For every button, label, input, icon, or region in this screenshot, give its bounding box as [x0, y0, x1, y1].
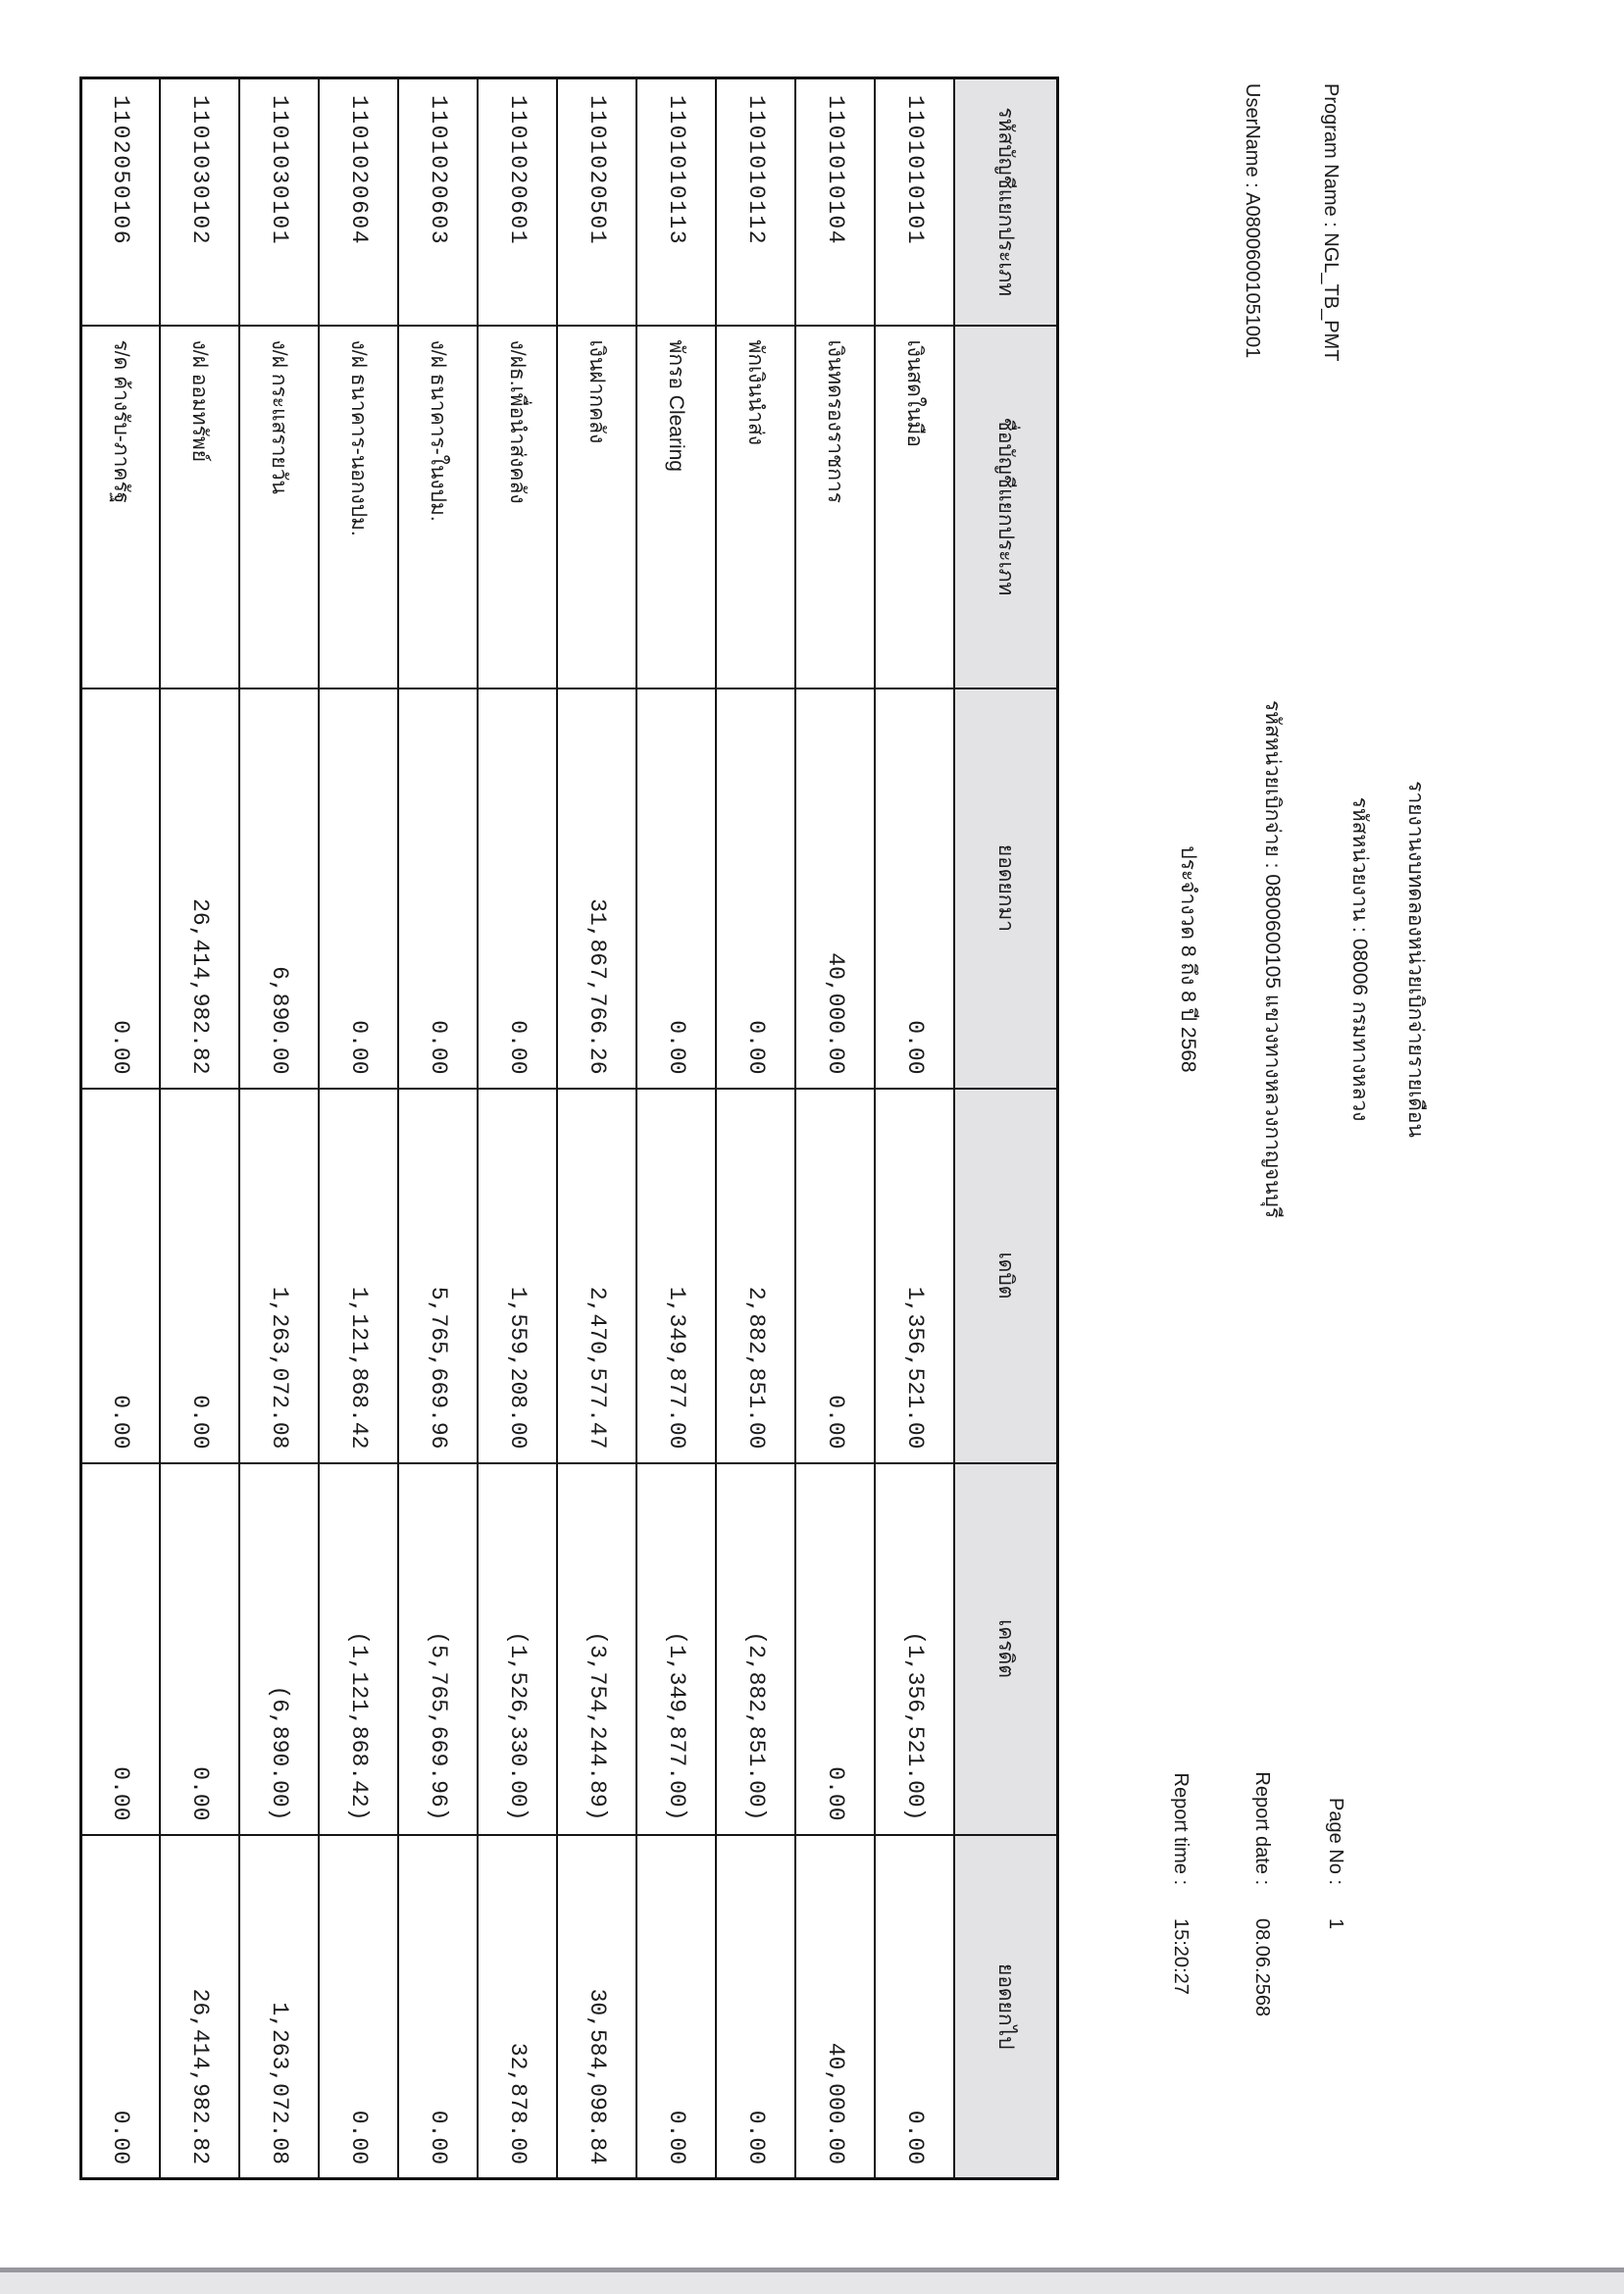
- col-header-debit: เดบิต: [955, 1089, 1058, 1463]
- cell-account-code: 1101020501: [558, 78, 637, 326]
- cell-debit: 0.00: [796, 1089, 876, 1463]
- report-time-label: Report time :: [1170, 1772, 1192, 1885]
- table-row: [558, 78, 637, 2179]
- report-date-value: 08.06.2568: [1251, 1918, 1273, 2017]
- table-row: [320, 78, 399, 2179]
- program-name-line: [1319, 83, 1342, 361]
- cell-account-name: ง/ฝ ธนาคาร-นอกงปม.: [320, 326, 399, 688]
- agency-code-line: รหัสหน่วยงาน : 08006 กรมทางหลวง: [1348, 796, 1371, 1122]
- col-header-closing-balance: ยอดยกไป: [955, 1835, 1058, 2179]
- cell-account-name: พักรอ Clearing: [637, 326, 717, 688]
- cell-closing-balance: 0.00: [81, 1835, 161, 2179]
- cell-debit: 0.00: [161, 1089, 240, 1463]
- col-header-account-name: ชื่อบัญชีแยกประเภท: [955, 326, 1058, 688]
- cell-opening-balance: 0.00: [81, 688, 161, 1089]
- report-title: รายงานงบทดลองหน่วยเบิกจ่ายรายเดือน: [1404, 781, 1427, 1138]
- cell-closing-balance: 0.00: [876, 1835, 955, 2179]
- cell-account-name: เงินทดรองราชการ: [796, 326, 876, 688]
- cell-opening-balance: 0.00: [479, 688, 558, 1089]
- cell-opening-balance: 6,890.00: [240, 688, 320, 1089]
- table-row: [161, 78, 240, 2179]
- cell-debit: 1,263,072.08: [240, 1089, 320, 1463]
- cell-closing-balance: 0.00: [717, 1835, 796, 2179]
- report-time-value: 15:20:27: [1170, 1918, 1192, 1995]
- cell-closing-balance: 40,000.00: [796, 1835, 876, 2179]
- cell-credit: (1,356,521.00): [876, 1463, 955, 1835]
- cell-closing-balance: 26,414,982.82: [161, 1835, 240, 2179]
- cell-debit: 5,765,669.96: [399, 1089, 479, 1463]
- cell-opening-balance: 0.00: [637, 688, 717, 1089]
- cell-account-code: 1101030101: [240, 78, 320, 326]
- program-name-value: NGL_TB_PMT: [1320, 232, 1342, 362]
- period-line: ประจำงวด 8 ถึง 8 ปี 2568: [1177, 845, 1199, 1073]
- cell-account-name: ง/ฝ กระแสรายวัน: [240, 326, 320, 688]
- cell-account-name: เงินฝากคลัง: [558, 326, 637, 688]
- table-body: [81, 78, 955, 2179]
- cell-opening-balance: 0.00: [876, 688, 955, 1089]
- scanner-bed-margin: [0, 2272, 1624, 2294]
- table-row: [81, 78, 161, 2179]
- cell-account-code: 1101020604: [320, 78, 399, 326]
- table-row: [399, 78, 479, 2179]
- col-header-opening-balance: ยอดยกมา: [955, 688, 1058, 1089]
- cell-credit: (2,882,851.00): [717, 1463, 796, 1835]
- page-no-value: 1: [1325, 1918, 1346, 1930]
- cell-credit: (3,754,244.89): [558, 1463, 637, 1835]
- cell-account-code: 1101010113: [637, 78, 717, 326]
- table-row: [796, 78, 876, 2179]
- cell-debit: 2,470,577.47: [558, 1089, 637, 1463]
- cell-debit: 1,559,208.00: [479, 1089, 558, 1463]
- cell-opening-balance: 26,414,982.82: [161, 688, 240, 1089]
- cell-account-name: ง/ฝ ธนาคาร-ในงปม.: [399, 326, 479, 688]
- cell-account-code: 1101020603: [399, 78, 479, 326]
- cell-closing-balance: 0.00: [637, 1835, 717, 2179]
- table-row: [240, 78, 320, 2179]
- table-header-row: [955, 78, 1058, 2179]
- username-value: A08006001051001: [1242, 192, 1263, 359]
- cell-debit: 1,121,868.42: [320, 1089, 399, 1463]
- cell-closing-balance: 32,878.00: [479, 1835, 558, 2179]
- cell-closing-balance: 0.00: [320, 1835, 399, 2179]
- cell-account-code: 1102050106: [81, 78, 161, 326]
- col-header-account-code: รหัสบัญชีแยกประเภท: [955, 78, 1058, 326]
- cell-account-name: เงินสดในมือ: [876, 326, 955, 688]
- disbursement-unit-line: รหัสหน่วยเบิกจ่าย : 0800600105 แขวงทางหลวงกาญจนบุรี: [1261, 699, 1284, 1219]
- table-row: [717, 78, 796, 2179]
- cell-debit: 2,882,851.00: [717, 1089, 796, 1463]
- cell-credit: (1,526,330.00): [479, 1463, 558, 1835]
- table-row: [637, 78, 717, 2179]
- col-header-credit: เครดิต: [955, 1463, 1058, 1835]
- cell-credit: 0.00: [81, 1463, 161, 1835]
- cell-credit: (6,890.00): [240, 1463, 320, 1835]
- cell-credit: 0.00: [796, 1463, 876, 1835]
- cell-opening-balance: 0.00: [320, 688, 399, 1089]
- cell-account-code: 1101030102: [161, 78, 240, 326]
- cell-account-name: ง/ฝ ออมทรัพย์: [161, 326, 240, 688]
- program-name-label: Program Name :: [1320, 83, 1342, 228]
- table-row: [876, 78, 955, 2179]
- cell-debit: 1,356,521.00: [876, 1089, 955, 1463]
- cell-account-code: 1101010104: [796, 78, 876, 326]
- table-row: [479, 78, 558, 2179]
- cell-opening-balance: 40,000.00: [796, 688, 876, 1089]
- cell-closing-balance: 30,584,098.84: [558, 1835, 637, 2179]
- cell-account-name: ร/ด ค้างรับ-ภาครัฐ: [81, 326, 161, 688]
- cell-opening-balance: 0.00: [717, 688, 796, 1089]
- cell-closing-balance: 0.00: [399, 1835, 479, 2179]
- cell-credit: (1,121,868.42): [320, 1463, 399, 1835]
- report-date-label: Report date :: [1251, 1771, 1273, 1885]
- cell-account-code: 1101020601: [479, 78, 558, 326]
- cell-opening-balance: 31,867,766.26: [558, 688, 637, 1089]
- cell-opening-balance: 0.00: [399, 688, 479, 1089]
- cell-credit: 0.00: [161, 1463, 240, 1835]
- cell-closing-balance: 1,263,072.08: [240, 1835, 320, 2179]
- cell-account-name: พักเงินนำส่ง: [717, 326, 796, 688]
- cell-debit: 1,349,877.00: [637, 1089, 717, 1463]
- trial-balance-table: [79, 76, 1059, 2180]
- cell-debit: 0.00: [81, 1089, 161, 1463]
- table-header: [955, 78, 1058, 2179]
- cell-account-name: ง/ฝธ.เพื่อนำส่งคลัง: [479, 326, 558, 688]
- page-no-label: Page No :: [1325, 1798, 1346, 1885]
- cell-credit: (5,765,669.96): [399, 1463, 479, 1835]
- cell-credit: (1,349,877.00): [637, 1463, 717, 1835]
- cell-account-code: 1101010101: [876, 78, 955, 326]
- cell-account-code: 1101010112: [717, 78, 796, 326]
- username-label: UserName :: [1242, 83, 1263, 188]
